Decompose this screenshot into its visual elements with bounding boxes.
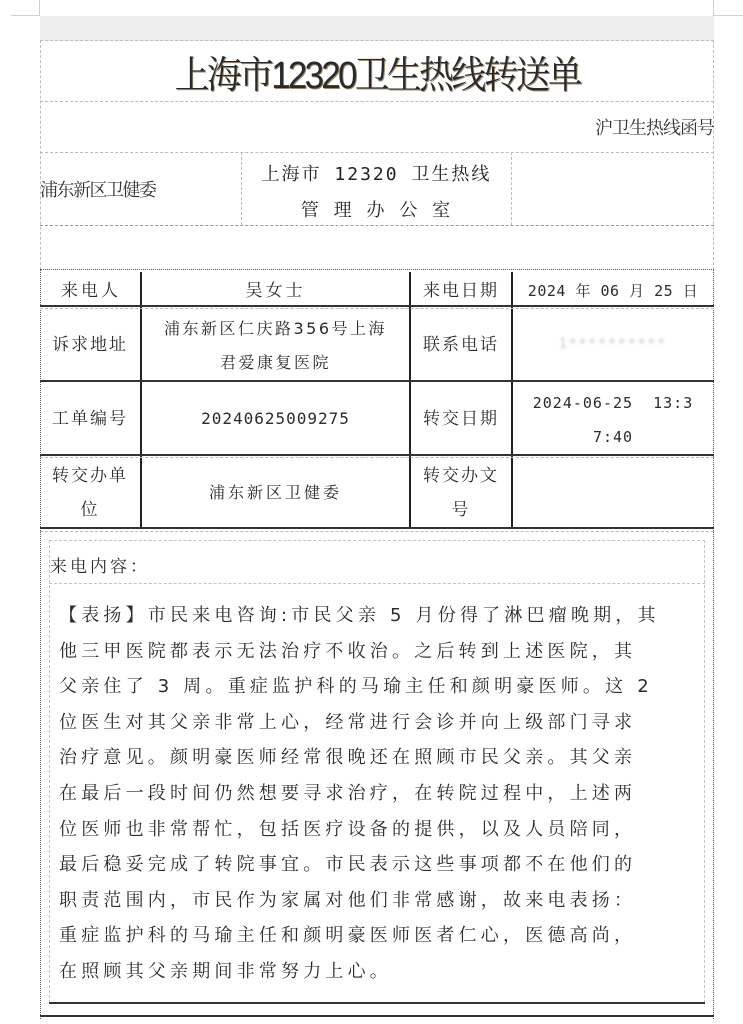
content-line: 位医师也非常帮忙，包括医疗设备的提供，以及人员陪同， — [59, 818, 637, 840]
ticket-no-value: 20240625009275 — [201, 409, 350, 428]
transfer-unit-label-line2: 位 — [80, 500, 100, 520]
transfer-doc-no-label-line2: 号 — [451, 500, 471, 520]
transfer-date-value — [513, 386, 713, 454]
content-line: 治疗意见。颜明豪医师经常很晚还在照顾市民父亲。其父亲 — [59, 747, 637, 769]
transfer-unit-label-line1: 转交办单 — [52, 466, 128, 486]
call-date-label: 来电日期 — [423, 281, 499, 301]
address-label: 诉求地址 — [52, 335, 128, 355]
recipient-dept: 浦东新区卫健委 — [40, 180, 156, 201]
content-line: 在照顾其父亲期间非常努力上心。 — [59, 960, 392, 982]
phone-value-redacted: 1********** — [558, 337, 668, 352]
content-label: 来电内容： — [50, 557, 150, 577]
divider — [40, 225, 714, 226]
divider — [40, 101, 714, 102]
content-bottom-line — [49, 1002, 705, 1004]
transfer-doc-no-value — [513, 459, 713, 527]
table-hline — [40, 454, 714, 456]
transfer-date-line2: 7:40 — [592, 428, 634, 446]
content-line: 位医生对其父亲非常上心，经常进行会诊并向上级部门寻求 — [59, 711, 637, 733]
document-title: 上海市12320卫生热线转送单 — [174, 54, 580, 97]
issuer-office — [242, 157, 511, 229]
content-line: 重症监护科的马瑜主任和颜明豪医师医者仁心，医德高尚， — [59, 925, 637, 947]
reference-label: 沪卫生热线函号 — [595, 118, 714, 139]
divider — [40, 152, 714, 153]
table-hline — [40, 380, 714, 382]
table-hline-dash — [40, 531, 714, 532]
col-divider — [511, 152, 512, 225]
table-bottom-line — [40, 1015, 714, 1017]
table-hline-dash — [40, 308, 714, 309]
content-line: 在最后一段时间仍然想要寻求治疗，在转院过程中，上述两 — [59, 782, 637, 804]
content-line: 职责范围内，市民作为家属对他们非常感谢，故来电表扬： — [59, 889, 637, 911]
call-date-value: 2024 年 06 月 25 日 — [527, 282, 699, 300]
table-hline — [40, 527, 714, 529]
transfer-date-line1: 2024-06-25 13:3 — [532, 394, 694, 412]
caller-label: 来电人 — [61, 281, 121, 301]
content-line: 最后稳妥完成了转院事宜。市民表示这些事项都不在他们的 — [59, 854, 637, 876]
margin-guide-right-h — [713, 15, 743, 16]
phone-label: 联系电话 — [423, 335, 499, 355]
content-body — [59, 598, 699, 990]
margin-guide-right — [713, 0, 714, 15]
header-band — [40, 16, 714, 41]
margin-guide-left-h — [11, 15, 40, 16]
address-line2: 君爱康复医院 — [219, 353, 331, 372]
margin-guide-left — [39, 0, 40, 15]
table-hline-dash — [40, 457, 714, 458]
issuer-line1: 上海市 12320 卫生热线 — [261, 164, 492, 185]
transfer-doc-no-label — [411, 459, 511, 527]
address-line1: 浦东新区仁庆路356号上海 — [163, 319, 388, 338]
address-value — [142, 312, 409, 380]
content-line: 他三甲医院都表示无法治疗不收治。之后转到上述医院，其 — [59, 640, 637, 662]
issuer-line2: 管 理 办 公 室 — [300, 200, 453, 221]
transfer-unit-label — [40, 459, 140, 527]
transfer-date-label: 转交日期 — [423, 409, 499, 429]
transfer-unit-value: 浦东新区卫健委 — [208, 483, 342, 502]
ticket-no-label: 工单编号 — [52, 409, 128, 429]
caller-value: 吴女士 — [245, 281, 306, 301]
content-line: 父亲住了 3 周。重症监护科的马瑜主任和颜明豪医师。这 2 — [59, 676, 653, 698]
content-line: 【表扬】市民来电咨询:市民父亲 5 月份得了淋巴瘤晚期，其 — [59, 605, 660, 626]
title-row — [40, 41, 714, 101]
transfer-doc-no-label-line1: 转交办文 — [423, 466, 499, 486]
